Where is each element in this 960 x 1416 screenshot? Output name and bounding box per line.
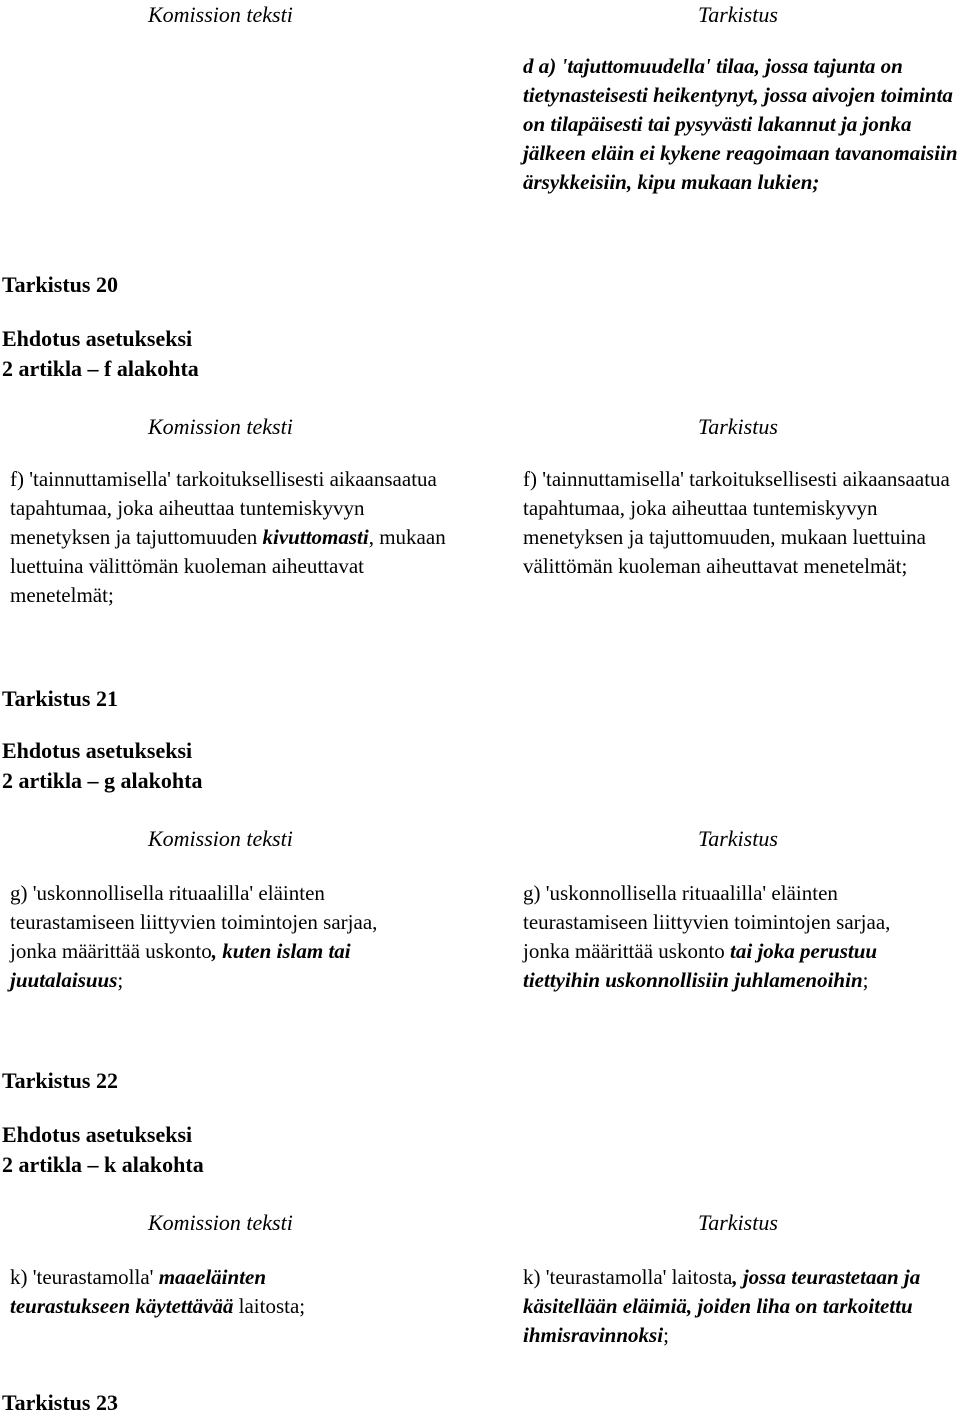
text-run: ; (117, 968, 124, 992)
amendment-title: Tarkistus 22 (2, 1068, 118, 1093)
text-run: g) 'uskonnollisella rituaalilla' eläinten teurastamiseen liittyvien toimintojen sarjaa, jonka määrittää uskonto (523, 881, 891, 963)
commission-text (10, 1263, 390, 1321)
commission-text (10, 879, 410, 995)
text-run: g) 'uskonnollisella rituaalilla' eläinten teurastamiseen liittyvien toimintojen sarjaa, jonka määrittää uskonto (10, 881, 378, 963)
text-run: laitosta; (233, 1294, 306, 1318)
column-header-amendment: Tarkistus (698, 414, 778, 439)
text-run: , mukaan luettuina välittömän kuoleman aiheuttavat menetelmät; (10, 525, 446, 607)
amendment-article: 2 artikla – f alakohta (2, 356, 199, 381)
column-header-commission: Komission teksti (148, 1210, 293, 1235)
highlighted-change: , kuten islam tai juutalaisuus (10, 939, 351, 992)
amendment-article: 2 artikla – g alakohta (2, 768, 203, 793)
amendment-text (523, 879, 923, 995)
amendment-subtitle: Ehdotus asetukseksi (2, 738, 193, 763)
column-header-amendment: Tarkistus (698, 2, 778, 27)
amendment-text (523, 1263, 960, 1350)
highlighted-change: , jossa teurastetaan ja käsitellään eläimiä, joiden liha on tarkoitettu ihmisravinnoksi (523, 1265, 921, 1347)
column-header-commission: Komission teksti (148, 826, 293, 851)
amendment-text-da: d a) 'tajuttomuudella' tilaa, jossa tajunta on tietynasteisesti heikentynyt, jossa aivojen toiminta on tilapäisesti tai pysyvästi lakannut ja jonka jälkeen eläin ei kykene reagoimaan tavanomaisiin ärsykkeisiin, kipu mukaan lukien; (523, 54, 958, 194)
column-header-commission: Komission teksti (148, 2, 293, 27)
highlighted-change: maaeläinten teurastukseen käytettävää (10, 1265, 267, 1318)
column-header-amendment: Tarkistus (698, 1210, 778, 1235)
commission-text (10, 465, 450, 610)
text-run: f) 'tainnuttamisella' tarkoituksellisesti aikaansaatua tapahtumaa, joka aiheuttaa tuntemiskyvyn menetyksen ja tajuttomuuden (10, 467, 437, 549)
amendment-title: Tarkistus 23 (2, 1390, 118, 1415)
text-run: ; (663, 1323, 669, 1347)
text-run: k) 'teurastamolla' (10, 1265, 159, 1289)
column-header-commission: Komission teksti (148, 414, 293, 439)
amendment-subtitle: Ehdotus asetukseksi (2, 1122, 193, 1147)
amendment-title: Tarkistus 20 (2, 272, 118, 297)
amendment-article: 2 artikla – k alakohta (2, 1152, 204, 1177)
text-run: f) 'tainnuttamisella' tarkoituksellisesti aikaansaatua tapahtumaa, joka aiheuttaa tuntemiskyvyn menetyksen ja tajuttomuuden, mukaan luettuina välittömän kuoleman aiheuttavat menetelmät; (523, 467, 950, 578)
amendment-title: Tarkistus 21 (2, 686, 118, 711)
highlighted-change: kivuttomasti (262, 525, 369, 549)
column-header-amendment: Tarkistus (698, 826, 778, 851)
amendment-subtitle: Ehdotus asetukseksi (2, 326, 193, 351)
text-run: ; (862, 968, 869, 992)
amendment-text (523, 465, 960, 581)
text-run: k) 'teurastamolla' laitosta (523, 1265, 733, 1289)
highlighted-change: tai joka perustuu tiettyihin uskonnollisiin juhlamenoihin (523, 939, 878, 992)
